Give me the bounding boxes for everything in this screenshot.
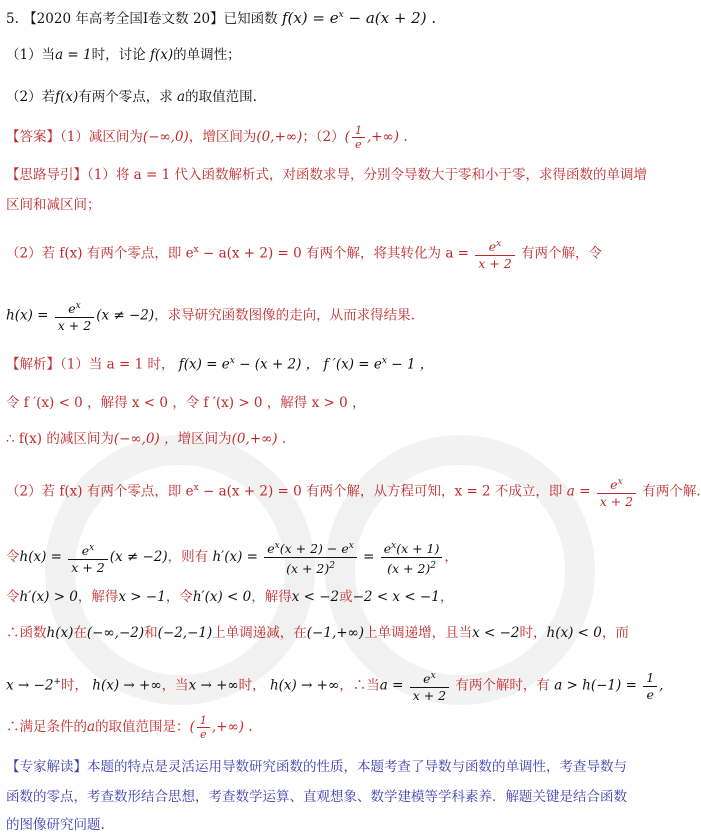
solution-line-8: x → −2+时， h(x) → +∞，当x → +∞时， h(x) → +∞，∴当a = $\frac{e^x}{x + 2}$ 有两个解时，有 a > h(−1) = $\frac{1}{e}$ , bbox=[6, 669, 664, 704]
solution-label: 【解析】 bbox=[6, 356, 60, 373]
guide-line-1: 【思路导引】（1）将 a = 1 代入函数解析式，对函数求导，分别令导数大于零和小于零，求得函数的单调增 bbox=[6, 167, 647, 183]
answer-label: 【答案】 bbox=[6, 129, 60, 145]
solution-line-7: ∴函数h(x)在(−∞,−2)和(−2,−1)上单调递减，在(−1,+∞)上单调递增，且当x < −2时，h(x) < 0，而 bbox=[6, 625, 629, 641]
problem-title-line bbox=[6, 4, 634, 30]
guide-label: 【思路导引】 bbox=[6, 167, 87, 183]
expert-line-2: 函数的零点，考查数形结合思想，考查数学运算、直观想象、数学建模等学科素养．解题关键是结合函数 bbox=[6, 789, 627, 805]
guide-line-4: h(x) = $\frac{e^x}{x + 2}$ (x ≠ −2)，求导研究函数图像的走向，从而求得结果. bbox=[6, 298, 634, 334]
problem-function: $f(x) = e^x - a(x + 2)$ . bbox=[281, 9, 437, 27]
answer-fraction: $\frac{1}{e}$ bbox=[352, 124, 365, 151]
solution-line-1: 【解析】（1）当 a = 1 时， $f(x) = e^x - (x + 2)$ ， f $'(x) = e^x - 1$ ， bbox=[6, 356, 434, 373]
solution-line-3: ∴ f(x) 的减区间为(−∞,0) ，增区间为(0,+∞) . bbox=[6, 431, 287, 447]
guide-line-2: 区间和减区间； bbox=[6, 197, 101, 213]
question-1: （1）当a = 1时，讨论 f(x)的单调性； bbox=[6, 47, 241, 63]
solution-line-9: ∴满足条件的a的取值范围是：( $\frac{1}{e}$ ,+∞) . bbox=[6, 714, 253, 741]
solution-line-6: 令h′(x) > 0，解得x > −1，令h′(x) < 0，解得x < −2或−2 < x < −1， bbox=[6, 589, 454, 605]
problem-number: 5. bbox=[6, 11, 19, 27]
answer-line: 【答案】（1）减区间为(−∞,0)，增区间为(0,+∞)；（2）( $\frac{1}{e}$ ,+∞) . bbox=[6, 124, 408, 151]
solution-line-5: 令h(x) = $\frac{e^x}{x + 2}$ (x ≠ −2)，则有 h′(x) = $\frac{e^x(x + 2) - e^x}{(x + 2)^2}$ = $\frac{e^x(x + 1)}{(x + 2)^2}$ ， bbox=[6, 538, 634, 577]
question-2: （2）若f(x)有两个零点，求 a的取值范围. bbox=[6, 89, 257, 105]
expert-line-3: 的图像研究问题. bbox=[6, 817, 105, 833]
expert-label: 【专家解读】 bbox=[6, 759, 87, 775]
problem-source: 【2020 年高考全国I卷文数 20】 bbox=[23, 11, 224, 27]
expert-line-1: 【专家解读】本题的特点是灵活运用导数研究函数的性质，本题考查了导数与函数的单调性，考查导数与 bbox=[6, 759, 627, 775]
solution-line-2: 令 f ′(x) < 0 ，解得 x < 0 ，令 f ′(x) > 0 ，解得 x > 0 ， bbox=[6, 395, 366, 411]
problem-stem: 已知函数 bbox=[223, 11, 278, 27]
solution-line-4: （2）若 f(x) 有两个零点，即 $e^x - a(x + 2) = 0$ 有两个解，从方程可知，x = 2 不成立，即 a = $\frac{e^x}{x + 2}$ 有两个解. bbox=[6, 474, 634, 510]
guide-line-3: （2）若 f(x) 有两个零点，即 $e^x - a(x + 2) = 0$ 有两个解，将其转化为 a = $\frac{e^x}{x + 2}$ 有两个解，令 bbox=[6, 236, 634, 272]
